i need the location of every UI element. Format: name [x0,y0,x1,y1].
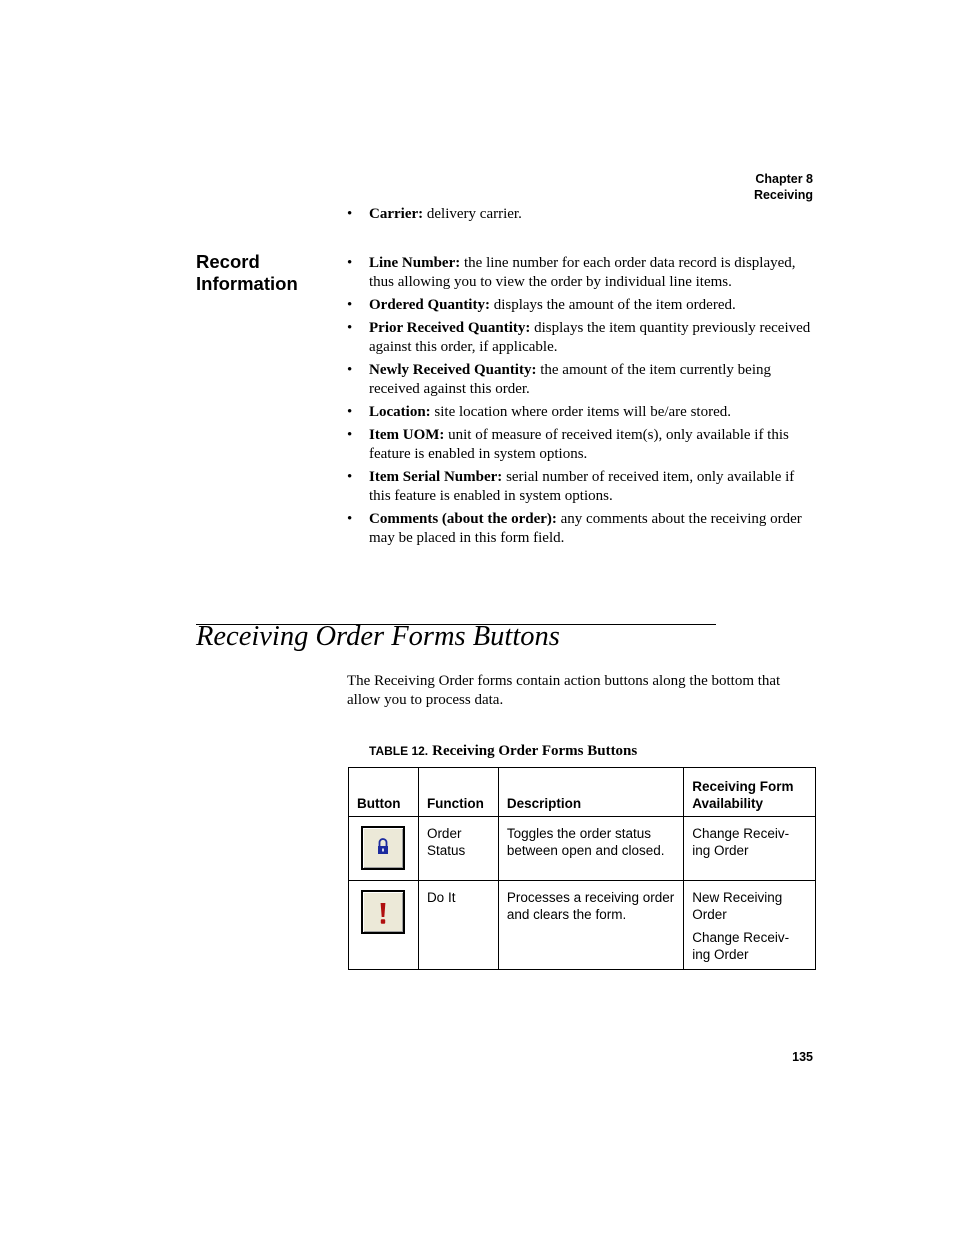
heading-line: Information [196,273,298,294]
buttons-table [348,767,816,970]
term: Item Serial Number: [369,469,503,485]
table-caption [369,742,637,760]
description-cell: Toggles the order status between open and closed. [498,817,683,881]
table-row [349,817,816,881]
term-text: displays the amount of the item ordered. [489,297,736,313]
chapter-label: Chapter 8 [755,172,813,186]
do-it-button[interactable] [361,890,405,934]
order-status-button[interactable] [361,826,405,870]
header-availability: Receiving Form Availability [684,768,816,817]
term: Ordered Quantity: [369,297,490,313]
term: Carrier: [369,206,424,222]
header-button: Button [349,768,419,817]
term-text: unit of measure of received item(s), only available if this feature is enabled in system options. [369,427,789,462]
carrier-list [347,205,817,228]
list-item [347,296,817,315]
section-intro: The Receiving Order forms contain action buttons along the bottom that allow you to process data. [347,673,781,708]
list-item [347,254,817,292]
term: Newly Received Quantity: [369,362,537,378]
table-caption-label: TABLE 12. [369,744,429,758]
term: Location: [369,404,431,420]
table-caption-title: Receiving Order Forms Buttons [432,743,638,759]
list-item [347,403,817,422]
running-header [754,171,813,203]
term-text: the line number for each order data record is displayed, thus allowing you to view the order by individual line items. [369,255,796,290]
header-description: Description [498,768,683,817]
availability-item: New Receiving Order [692,890,783,922]
list-item [347,205,817,224]
list-item [347,426,817,464]
term: Prior Received Quantity: [369,320,531,336]
lock-icon [363,828,403,868]
section-title: Receiving Order Forms Buttons [196,621,560,652]
availability-item: Change Receiv-ing Order [692,930,790,962]
page-number: 135 [792,1050,813,1064]
term-text: any comments about the receiving order may be placed in this form field. [369,511,802,546]
function-cell: Order Status [418,817,498,881]
term-text: the amount of the item currently being received against this order. [369,362,771,397]
term-text: displays the item quantity previously received against this order, if applicable. [369,320,811,355]
table-row [349,881,816,970]
table-header-row [349,768,816,817]
term-text: serial number of received item, only available if this feature is enabled in system options. [369,469,795,504]
record-information-heading [196,251,336,295]
availability-item: Change Receiv-ing Order [692,826,790,858]
term-text: site location where order items will be/are stored. [430,404,731,420]
button-cell [349,881,419,970]
description-cell: Processes a receiving order and clears the form. [498,881,683,970]
list-item [347,319,817,357]
chapter-section: Receiving [753,188,813,202]
button-cell [349,817,419,881]
term: Comments (about the order): [369,511,557,527]
exclamation-icon [363,892,403,932]
availability-cell [684,881,816,970]
term: Item UOM: [369,427,445,443]
term-text: delivery carrier. [423,206,522,222]
heading-line: Record [196,251,260,272]
availability-cell [684,817,816,881]
header-function: Function [418,768,498,817]
list-item [347,361,817,399]
record-information-list [347,254,817,552]
list-item [347,468,817,506]
list-item [347,510,817,548]
term: Line Number: [369,255,461,271]
function-cell: Do It [418,881,498,970]
